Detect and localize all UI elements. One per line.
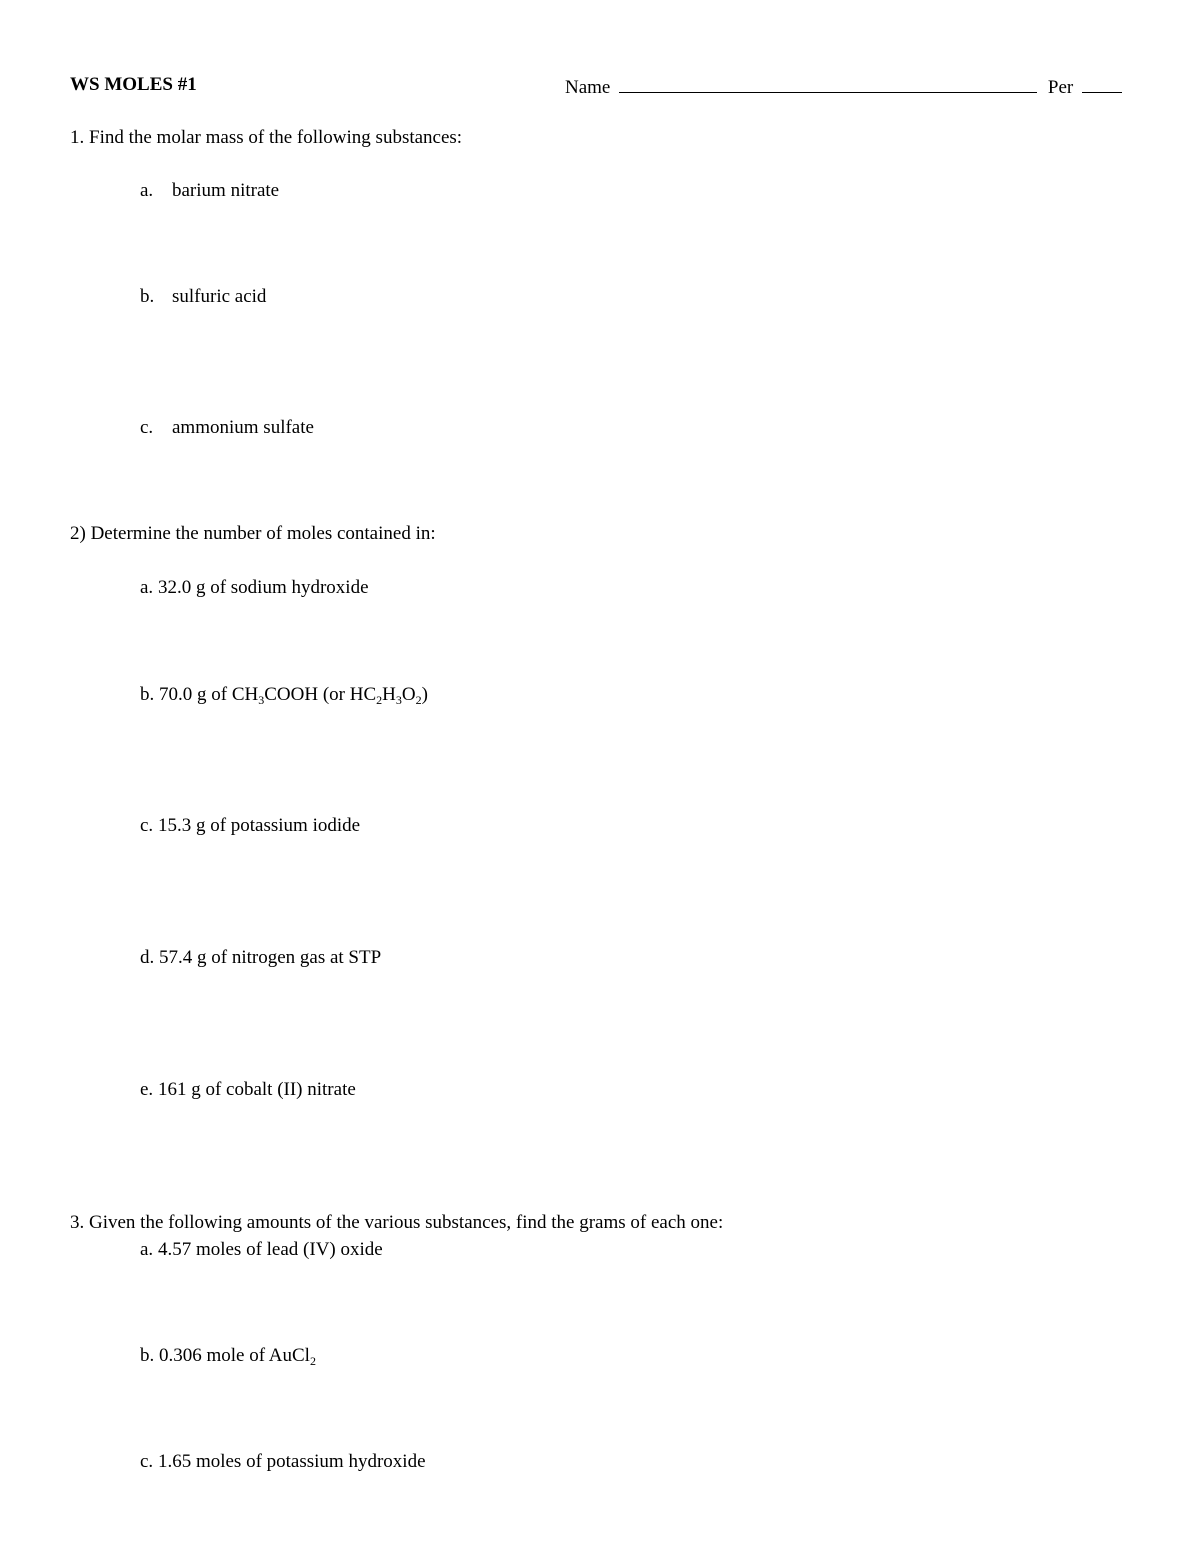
per-label: Per — [1047, 77, 1074, 98]
q2-item-a — [140, 577, 369, 599]
item-label: c. — [140, 1451, 154, 1472]
item-text-pre: 0.306 mole of AuCl — [159, 1345, 310, 1366]
item-label: b. — [140, 684, 155, 705]
item-text: 15.3 g of potassium iodide — [157, 815, 361, 836]
q1-item-a — [140, 180, 279, 202]
worksheet-title: WS MOLES #1 — [70, 74, 197, 95]
item-text-post: ) — [421, 684, 428, 705]
subscript: 3 — [258, 693, 265, 707]
item-label: b. — [140, 286, 155, 307]
item-text: ammonium sulfate — [172, 417, 314, 438]
item-text-pre: 70.0 g of CH — [159, 684, 259, 705]
item-text-mid: COOH (or HC — [264, 684, 377, 705]
item-text: 4.57 moles of lead (IV) oxide — [157, 1239, 383, 1260]
q2-item-b — [140, 684, 428, 706]
item-text: 1.65 moles of potassium hydroxide — [157, 1451, 426, 1472]
item-text: 57.4 g of nitrogen gas at STP — [159, 947, 382, 968]
item-label: a. — [140, 577, 154, 598]
name-field[interactable] — [565, 74, 1122, 99]
name-blank-line[interactable] — [619, 74, 1037, 93]
question-1-prompt: 1. Find the molar mass of the following substances: — [70, 127, 463, 148]
item-label: c. — [140, 417, 154, 438]
item-text: 32.0 g of sodium hydroxide — [157, 577, 369, 598]
subscript: 2 — [309, 1354, 316, 1368]
item-label: e. — [140, 1079, 154, 1100]
per-blank-line[interactable] — [1082, 74, 1122, 93]
q2-item-e — [140, 1079, 356, 1101]
item-label: c. — [140, 815, 154, 836]
item-label: a. — [140, 180, 154, 201]
question-3-prompt: 3. Given the following amounts of the various substances, find the grams of each one: — [70, 1212, 724, 1233]
item-text: sulfuric acid — [172, 286, 267, 307]
question-2-prompt: 2) Determine the number of moles contained in: — [70, 523, 436, 544]
item-text-mid: O — [401, 684, 416, 705]
subscript: 2 — [415, 693, 422, 707]
q2-item-c — [140, 815, 360, 837]
name-label: Name — [565, 77, 611, 98]
q1-item-c — [140, 417, 314, 439]
q3-item-a — [140, 1239, 383, 1261]
q3-item-b — [140, 1345, 316, 1367]
subscript: 3 — [395, 693, 402, 707]
subscript: 2 — [376, 693, 383, 707]
item-label: d. — [140, 947, 155, 968]
item-label: b. — [140, 1345, 155, 1366]
item-text-mid: H — [382, 684, 396, 705]
item-text: 161 g of cobalt (II) nitrate — [157, 1079, 356, 1100]
item-text: barium nitrate — [172, 180, 280, 201]
q2-item-d — [140, 947, 381, 969]
item-label: a. — [140, 1239, 154, 1260]
q1-item-b — [140, 286, 266, 308]
q3-item-c — [140, 1451, 426, 1473]
